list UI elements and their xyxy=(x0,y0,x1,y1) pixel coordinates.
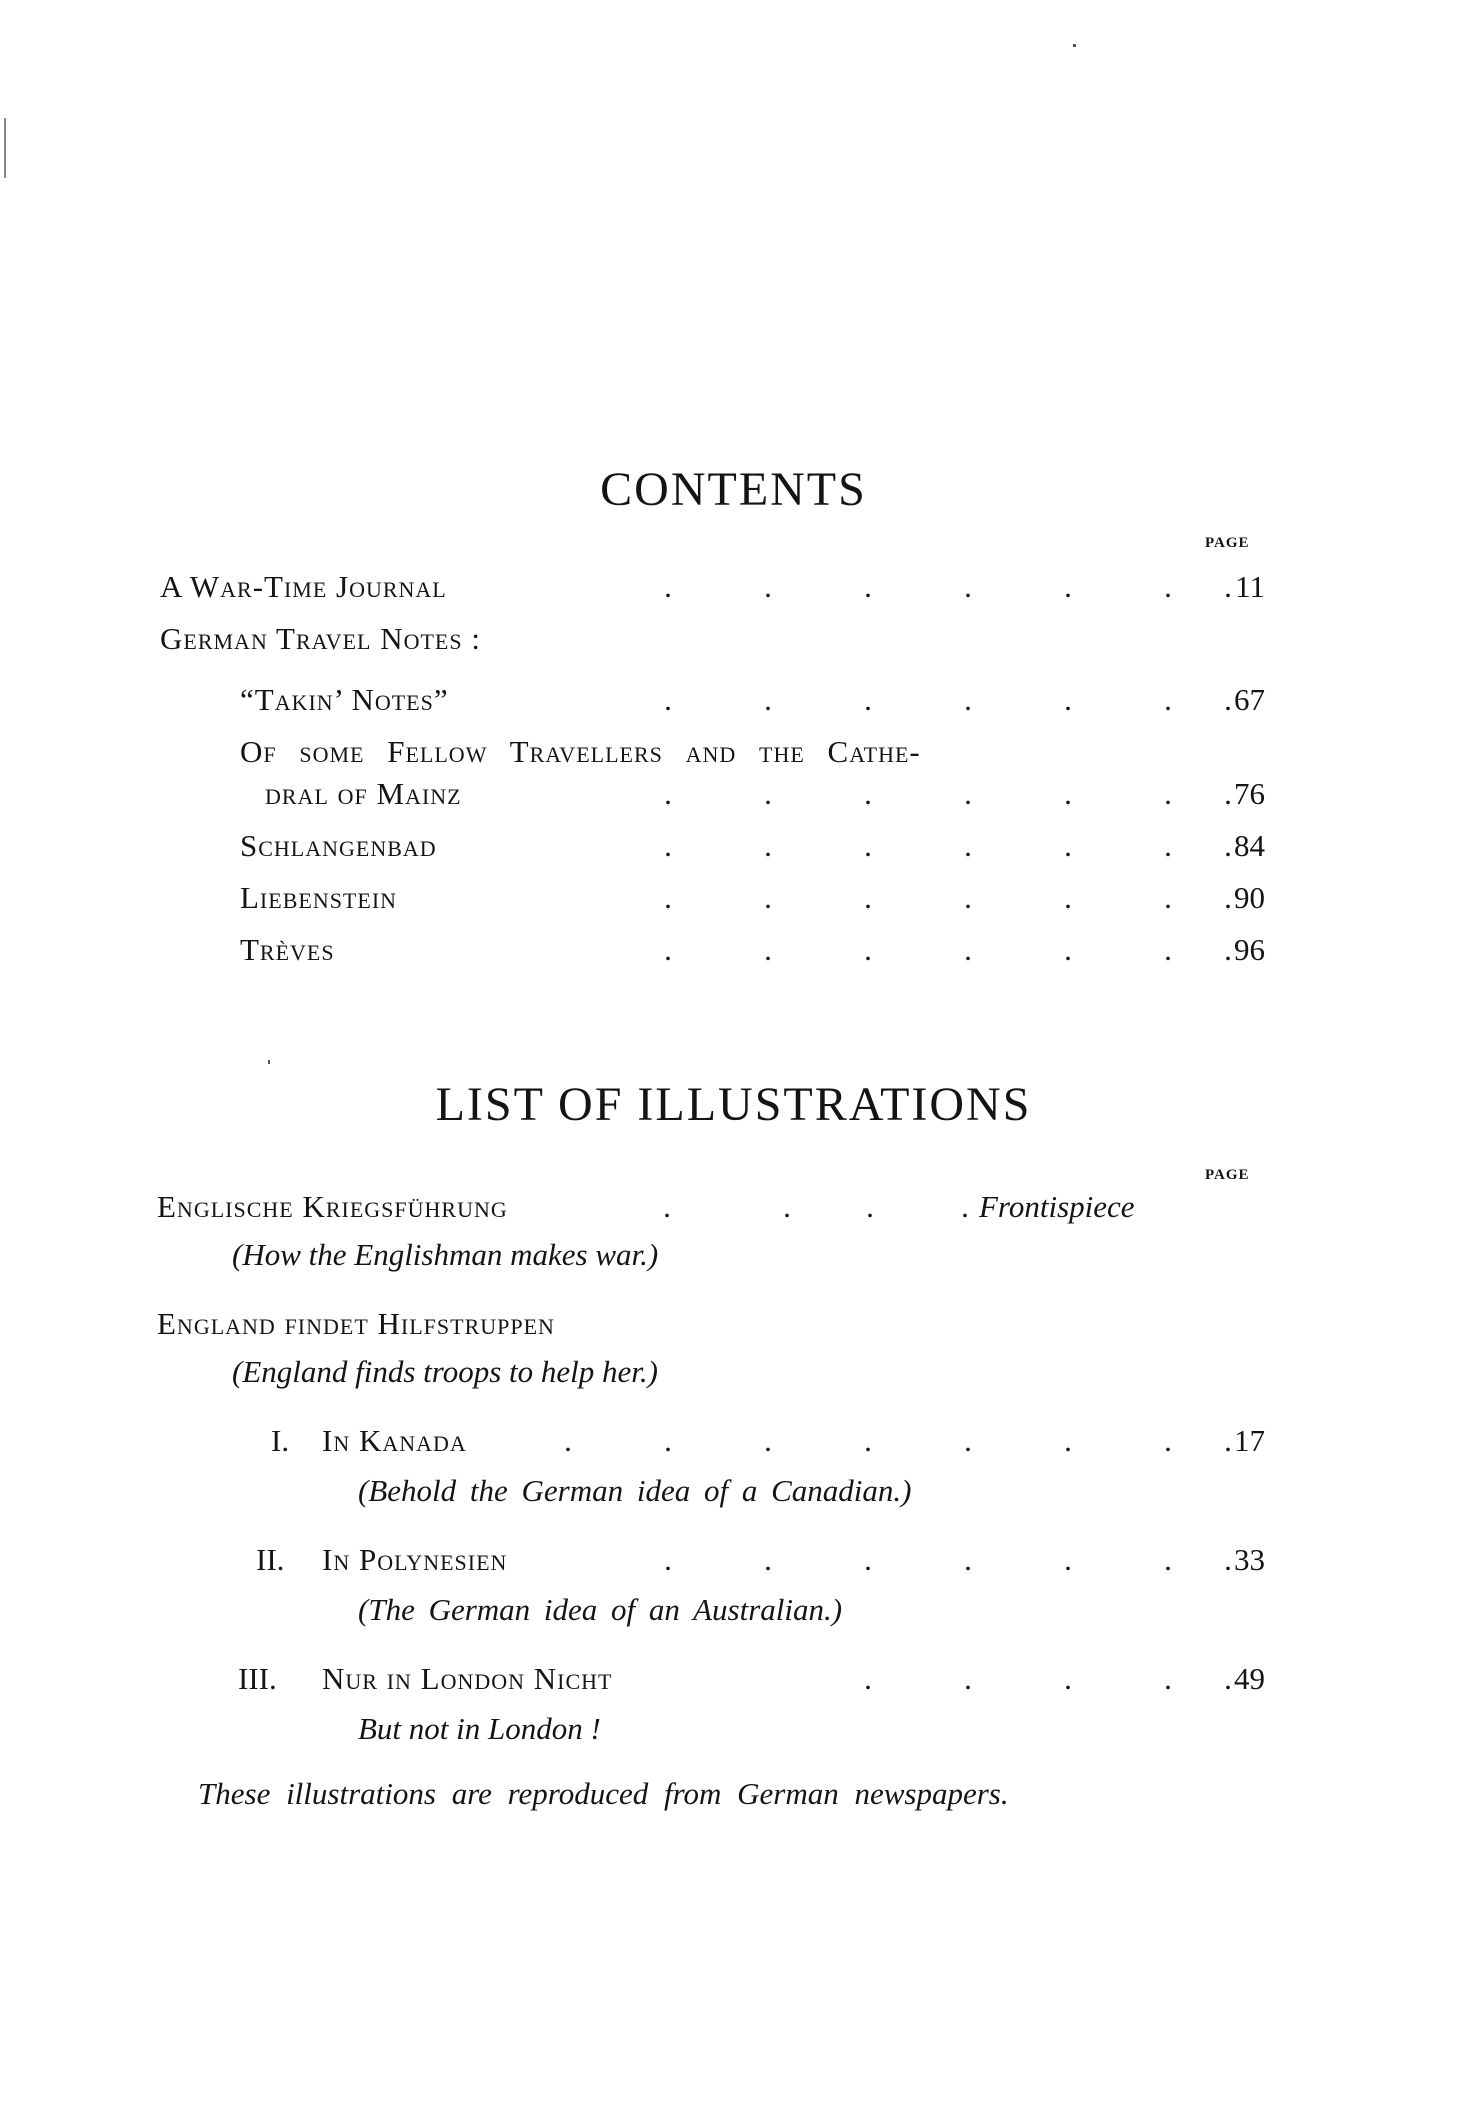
leader-dot: . xyxy=(1224,1423,1232,1458)
leader-dot: . xyxy=(564,1423,572,1458)
leader-dot: . xyxy=(764,682,772,717)
leader-dot: . xyxy=(964,569,972,604)
leader-dot: . xyxy=(1164,569,1172,604)
leader-dot: . xyxy=(1164,828,1172,863)
entry-title: “Takin’ Notes” xyxy=(240,682,449,717)
leader-dot: . xyxy=(664,776,672,811)
leader-dot: . xyxy=(864,569,872,604)
leader-dot: . xyxy=(964,1661,972,1696)
leader-dot: . xyxy=(1224,880,1232,915)
illustration-caption: (England finds troops to help her.) xyxy=(232,1354,658,1389)
illustrations-footnote: These illustrations are reproduced from German newspapers. xyxy=(198,1776,1009,1811)
leader-dot: . xyxy=(764,776,772,811)
leader-dot: . xyxy=(1224,1542,1232,1577)
leader-dot: . xyxy=(764,880,772,915)
leader-dot: . xyxy=(764,1423,772,1458)
leader-dot: . xyxy=(1164,932,1172,967)
illustration-page: Frontispiece xyxy=(979,1189,1135,1224)
illustration-item xyxy=(157,1302,1207,1346)
leader-dot: . xyxy=(864,776,872,811)
leader-dot: . xyxy=(1164,1542,1172,1577)
leader-dot: . xyxy=(1224,1661,1232,1696)
entry-title-line2: dral of Mainz xyxy=(265,776,462,811)
leader-dot: . xyxy=(964,776,972,811)
illustrations-heading: LIST OF ILLUSTRATIONS xyxy=(435,1078,1032,1131)
leader-dot: . xyxy=(864,828,872,863)
leader-dot: . xyxy=(764,932,772,967)
leader-dot: . xyxy=(864,682,872,717)
leader-dot: . xyxy=(864,880,872,915)
leader-dot: . xyxy=(1224,682,1232,717)
leader-dot: . xyxy=(664,880,672,915)
scan-speck xyxy=(1073,44,1076,47)
illustration-caption: (Behold the German idea of a Canadian.) xyxy=(358,1473,912,1508)
illustration-title: In Polynesien xyxy=(322,1542,508,1577)
illustration-title: England findet Hilfstruppen xyxy=(157,1306,555,1341)
entry-title: Trèves xyxy=(240,932,335,967)
leader-dot: . xyxy=(864,1423,872,1458)
leader-dot: . xyxy=(764,569,772,604)
leader-dot: . xyxy=(864,1542,872,1577)
illustration-caption: But not in London ! xyxy=(358,1711,601,1746)
leader-dot: . xyxy=(1164,1423,1172,1458)
leader-dot: . xyxy=(664,828,672,863)
illustration-numeral: I. xyxy=(271,1423,290,1458)
leader-dot: . xyxy=(964,932,972,967)
illustration-title: In Kanada xyxy=(322,1423,467,1458)
contents-entry-line1 xyxy=(240,730,1180,774)
entry-title-line1: Of some Fellow Travellers and the Cathe- xyxy=(240,734,921,769)
scan-speck xyxy=(4,118,6,178)
leader-dot: . xyxy=(866,1189,874,1224)
entry-page: 67 xyxy=(1234,682,1265,717)
leader-dot: . xyxy=(1064,1423,1072,1458)
illustration-caption: (How the Englishman makes war.) xyxy=(232,1237,659,1272)
leader-dot: . xyxy=(1224,932,1232,967)
illustration-caption: (The German idea of an Australian.) xyxy=(358,1592,843,1627)
entry-page: 11 xyxy=(1235,569,1265,604)
leader-dot: . xyxy=(1224,569,1232,604)
illustration-page: 33 xyxy=(1234,1542,1265,1577)
leader-dot: . xyxy=(1064,932,1072,967)
illustration-item xyxy=(160,1419,1265,1463)
illustration-page: 49 xyxy=(1234,1661,1265,1696)
leader-dot: . xyxy=(1164,682,1172,717)
leader-dot: . xyxy=(664,682,672,717)
illustration-title: Englische Kriegsführung xyxy=(157,1189,508,1224)
leader-dot: . xyxy=(664,569,672,604)
contents-entry xyxy=(160,824,1265,868)
leader-dot: . xyxy=(1164,880,1172,915)
leader-dot: . xyxy=(1064,828,1072,863)
leader-dot: . xyxy=(864,932,872,967)
leader-dot: . xyxy=(1224,828,1232,863)
leader-dot: . xyxy=(1064,682,1072,717)
contents-page-label: PAGE xyxy=(1205,535,1250,551)
leader-dot: . xyxy=(961,1189,969,1224)
contents-entry xyxy=(160,928,1265,972)
illustration-item xyxy=(160,1538,1265,1582)
leader-dot: . xyxy=(1064,1661,1072,1696)
leader-dot: . xyxy=(1064,880,1072,915)
contents-entry xyxy=(160,772,1265,816)
contents-entry xyxy=(160,876,1265,920)
entry-page: 90 xyxy=(1234,880,1265,915)
entry-page: 84 xyxy=(1234,828,1265,863)
leader-dot: . xyxy=(664,932,672,967)
leader-dot: . xyxy=(663,1189,671,1224)
illustration-item xyxy=(160,1657,1265,1701)
leader-dot: . xyxy=(764,828,772,863)
illustration-title: Nur in London Nicht xyxy=(322,1661,613,1696)
illustrations-page-label: PAGE xyxy=(1205,1167,1250,1183)
illustration-item xyxy=(157,1185,1207,1229)
leader-dot: . xyxy=(1064,1542,1072,1577)
entry-title: A War-Time Journal xyxy=(160,569,447,604)
contents-entry xyxy=(160,565,1265,609)
leader-dot: . xyxy=(964,828,972,863)
contents-entry xyxy=(160,617,1265,661)
entry-page: 96 xyxy=(1234,932,1265,967)
leader-dot: . xyxy=(1064,569,1072,604)
leader-dot: . xyxy=(1064,776,1072,811)
leader-dot: . xyxy=(764,1542,772,1577)
contents-heading: CONTENTS xyxy=(600,463,867,516)
leader-dot: . xyxy=(664,1542,672,1577)
entry-title: Liebenstein xyxy=(240,880,398,915)
illustration-page: 17 xyxy=(1234,1423,1265,1458)
leader-dot: . xyxy=(1164,776,1172,811)
leader-dot: . xyxy=(864,1661,872,1696)
leader-dot: . xyxy=(964,1542,972,1577)
leader-dot: . xyxy=(964,880,972,915)
entry-page: 76 xyxy=(1234,776,1265,811)
illustration-numeral: II. xyxy=(256,1542,285,1577)
leader-dot: . xyxy=(1224,776,1232,811)
leader-dot: . xyxy=(964,1423,972,1458)
contents-entry xyxy=(160,678,1265,722)
scan-speck xyxy=(268,1060,270,1064)
leader-dot: . xyxy=(783,1189,791,1224)
leader-dot: . xyxy=(1164,1661,1172,1696)
entry-title: German Travel Notes : xyxy=(160,621,481,656)
leader-dot: . xyxy=(964,682,972,717)
entry-title: Schlangenbad xyxy=(240,828,437,863)
illustration-numeral: III. xyxy=(238,1661,277,1696)
leader-dot: . xyxy=(664,1423,672,1458)
